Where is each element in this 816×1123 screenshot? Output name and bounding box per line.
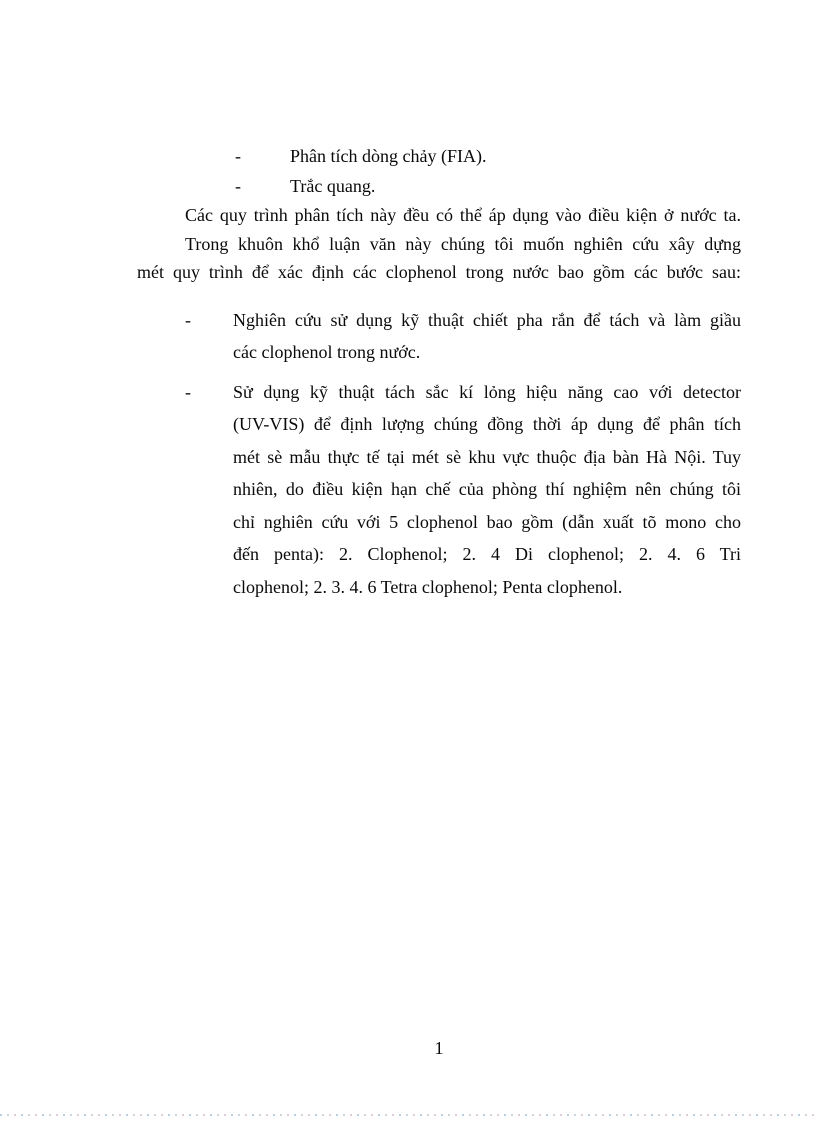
list-item <box>235 141 741 171</box>
bullet-text <box>233 376 741 604</box>
bullet-line: chỉ nghiên cứu với 5 clophenol bao gồm (dẫn xuất tõ mono cho <box>233 511 741 532</box>
page-break-dotted-line <box>0 1114 816 1116</box>
bullet-text <box>233 304 741 369</box>
analysis-method-list <box>137 141 741 201</box>
paragraph-line: Trong khuôn khổ luận văn này chúng tôi muốn nghiên cứu xây dựng <box>185 233 741 254</box>
bullet-line: đến penta): 2. Clophenol; 2. 4 Di clophenol; 2. 4. 6 Tri <box>233 544 741 564</box>
list-item-text: Trắc quang. <box>290 176 376 196</box>
page-number: 1 <box>434 1038 444 1058</box>
bullet-line: Sử dụng kỹ thuật tách sắc kí lỏng hiệu năng cao với detector <box>233 381 741 402</box>
dash-marker: - <box>235 176 241 196</box>
bullet-line: mét sè mẫu thực tế tại mét sè khu vực thuộc địa bàn Hà Nội. Tuy <box>233 446 741 467</box>
bullet-item <box>137 376 741 604</box>
dash-marker: - <box>185 381 191 402</box>
paragraph <box>137 201 741 230</box>
paragraph-line: Các quy trình phân tích này đều có thể áp dụng vào điều kiện ở nước ta. <box>185 205 741 225</box>
bullet-line: clophenol; 2. 3. 4. 6 Tetra clophenol; Penta clophenol. <box>233 576 623 597</box>
paragraph <box>137 230 741 287</box>
paragraph-line: mét quy trình để xác định các clophenol trong nước bao gồm các bước sau: <box>137 262 741 282</box>
page-content <box>137 141 741 603</box>
dash-marker: - <box>235 146 241 166</box>
list-item-text: Phân tích dòng chảy (FIA). <box>290 146 487 166</box>
list-item <box>235 171 741 201</box>
bullet-line: Nghiên cứu sử dụng kỹ thuật chiết pha rắn để tách và làm giầu <box>233 309 741 330</box>
dash-marker: - <box>185 309 191 330</box>
bullet-line: các clophenol trong nước. <box>233 342 421 362</box>
bullet-line: (UV-VIS) để định lượng chúng đồng thời áp dụng để phân tích <box>233 414 741 434</box>
bullet-line: nhiên, do điều kiện hạn chế của phòng thí nghiệm nên chúng tôi <box>233 479 741 499</box>
bullet-item <box>137 304 741 369</box>
